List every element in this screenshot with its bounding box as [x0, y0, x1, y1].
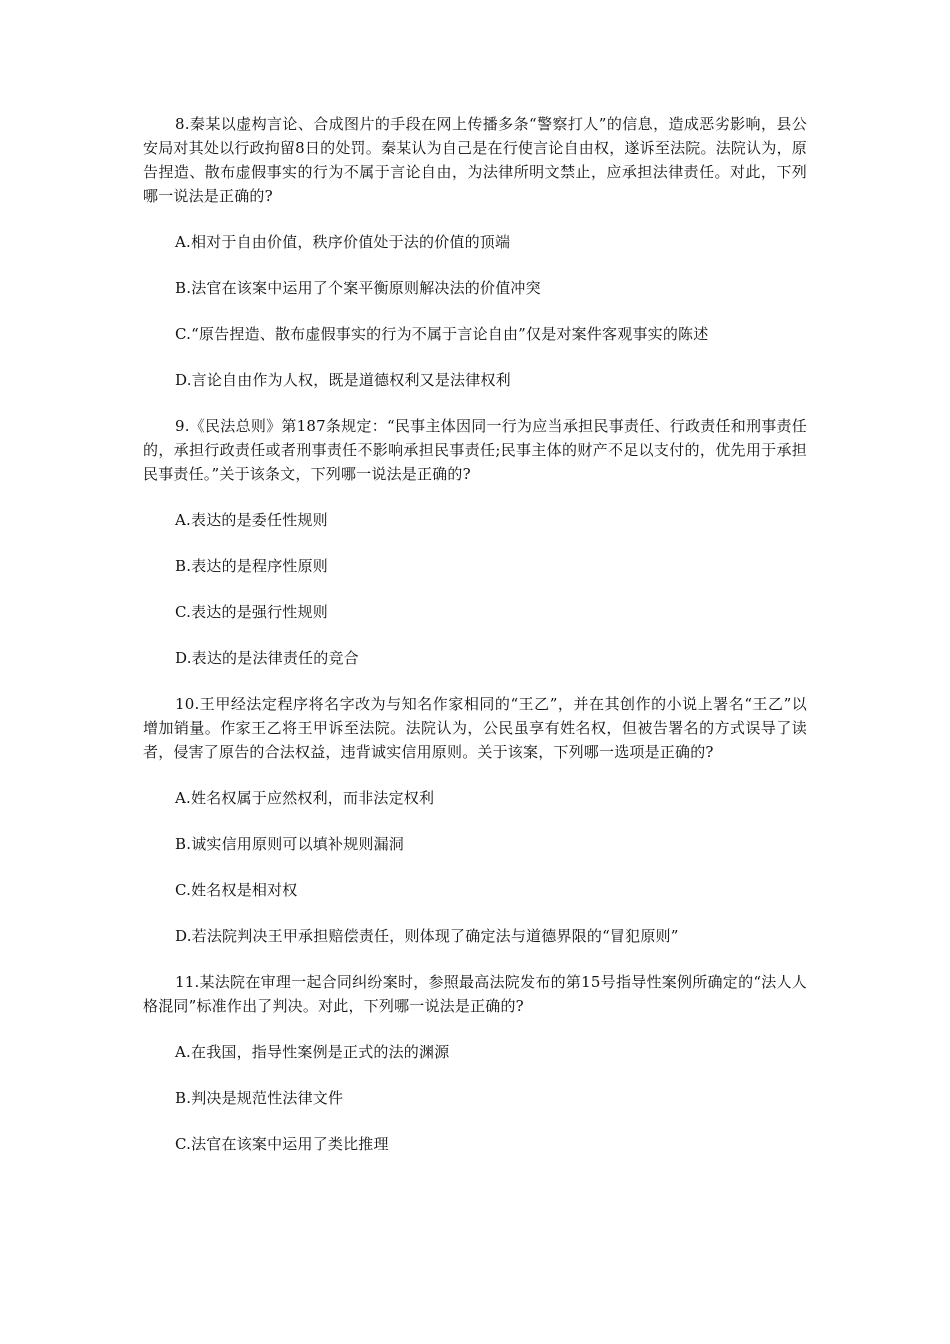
- question-10-option-d: D.若法院判决王甲承担赔偿责任，则体现了确定法与道德界限的“冒犯原则”: [175, 927, 679, 945]
- question-10-stem: 10.王甲经法定程序将名字改为与知名作家相同的“王乙”，并在其创作的小说上署名“王乙”以增加销量。作家王乙将王甲诉至法院。法院认为，公民虽享有姓名权，但被告署名的方式误导了读者，侵害了原告的合法权益，违背诚实信用原则。关于该案，下列哪一选项是正确的?: [143, 695, 807, 761]
- question-10-option-b: B.诚实信用原则可以填补规则漏洞: [175, 835, 404, 853]
- question-11-option-a: A.在我国，指导性案例是正式的法的渊源: [175, 1043, 450, 1061]
- question-9-stem: 9.《民法总则》第187条规定：“民事主体因同一行为应当承担民事责任、行政责任和刑事责任的，承担行政责任或者刑事责任不影响承担民事责任;民事主体的财产不足以支付的，优先用于承担民事责任。”关于该条文，下列哪一说法是正确的?: [143, 417, 807, 483]
- question-9-option-c: C.表达的是强行性规则: [175, 603, 328, 621]
- question-9-option-a: A.表达的是委任性规则: [175, 511, 328, 529]
- document-page: [143, 112, 807, 1156]
- question-11-stem: 11.某法院在审理一起合同纠纷案时，参照最高法院发布的第15号指导性案例所确定的“法人人格混同”标准作出了判决。对此，下列哪一说法是正确的?: [143, 973, 807, 1015]
- question-8-option-b: B.法官在该案中运用了个案平衡原则解决法的价值冲突: [175, 279, 541, 297]
- question-10-option-a: A.姓名权属于应然权利，而非法定权利: [175, 789, 435, 807]
- question-8-stem: 8.秦某以虚构言论、合成图片的手段在网上传播多条“警察打人”的信息，造成恶劣影响，县公安局对其处以行政拘留8日的处罚。秦某认为自己是在行使言论自由权，遂诉至法院。法院认为，原告捏造、散布虚假事实的行为不属于言论自由，为法律所明文禁止，应承担法律责任。对此，下列哪一说法是正确的?: [143, 115, 807, 205]
- question-10-option-c: C.姓名权是相对权: [175, 881, 298, 899]
- question-9-option-b: B.表达的是程序性原则: [175, 557, 328, 575]
- question-9-option-d: D.表达的是法律责任的竞合: [175, 649, 359, 667]
- question-8-option-d: D.言论自由作为人权，既是道德权利又是法律权利: [175, 371, 511, 389]
- question-11-option-c: C.法官在该案中运用了类比推理: [175, 1135, 389, 1153]
- question-8-option-c: C.“原告捏造、散布虚假事实的行为不属于言论自由”仅是对案件客观事实的陈述: [175, 325, 709, 343]
- question-8-option-a: A.相对于自由价值，秩序价值处于法的价值的顶端: [175, 233, 511, 251]
- question-11-option-b: B.判决是规范性法律文件: [175, 1089, 344, 1107]
